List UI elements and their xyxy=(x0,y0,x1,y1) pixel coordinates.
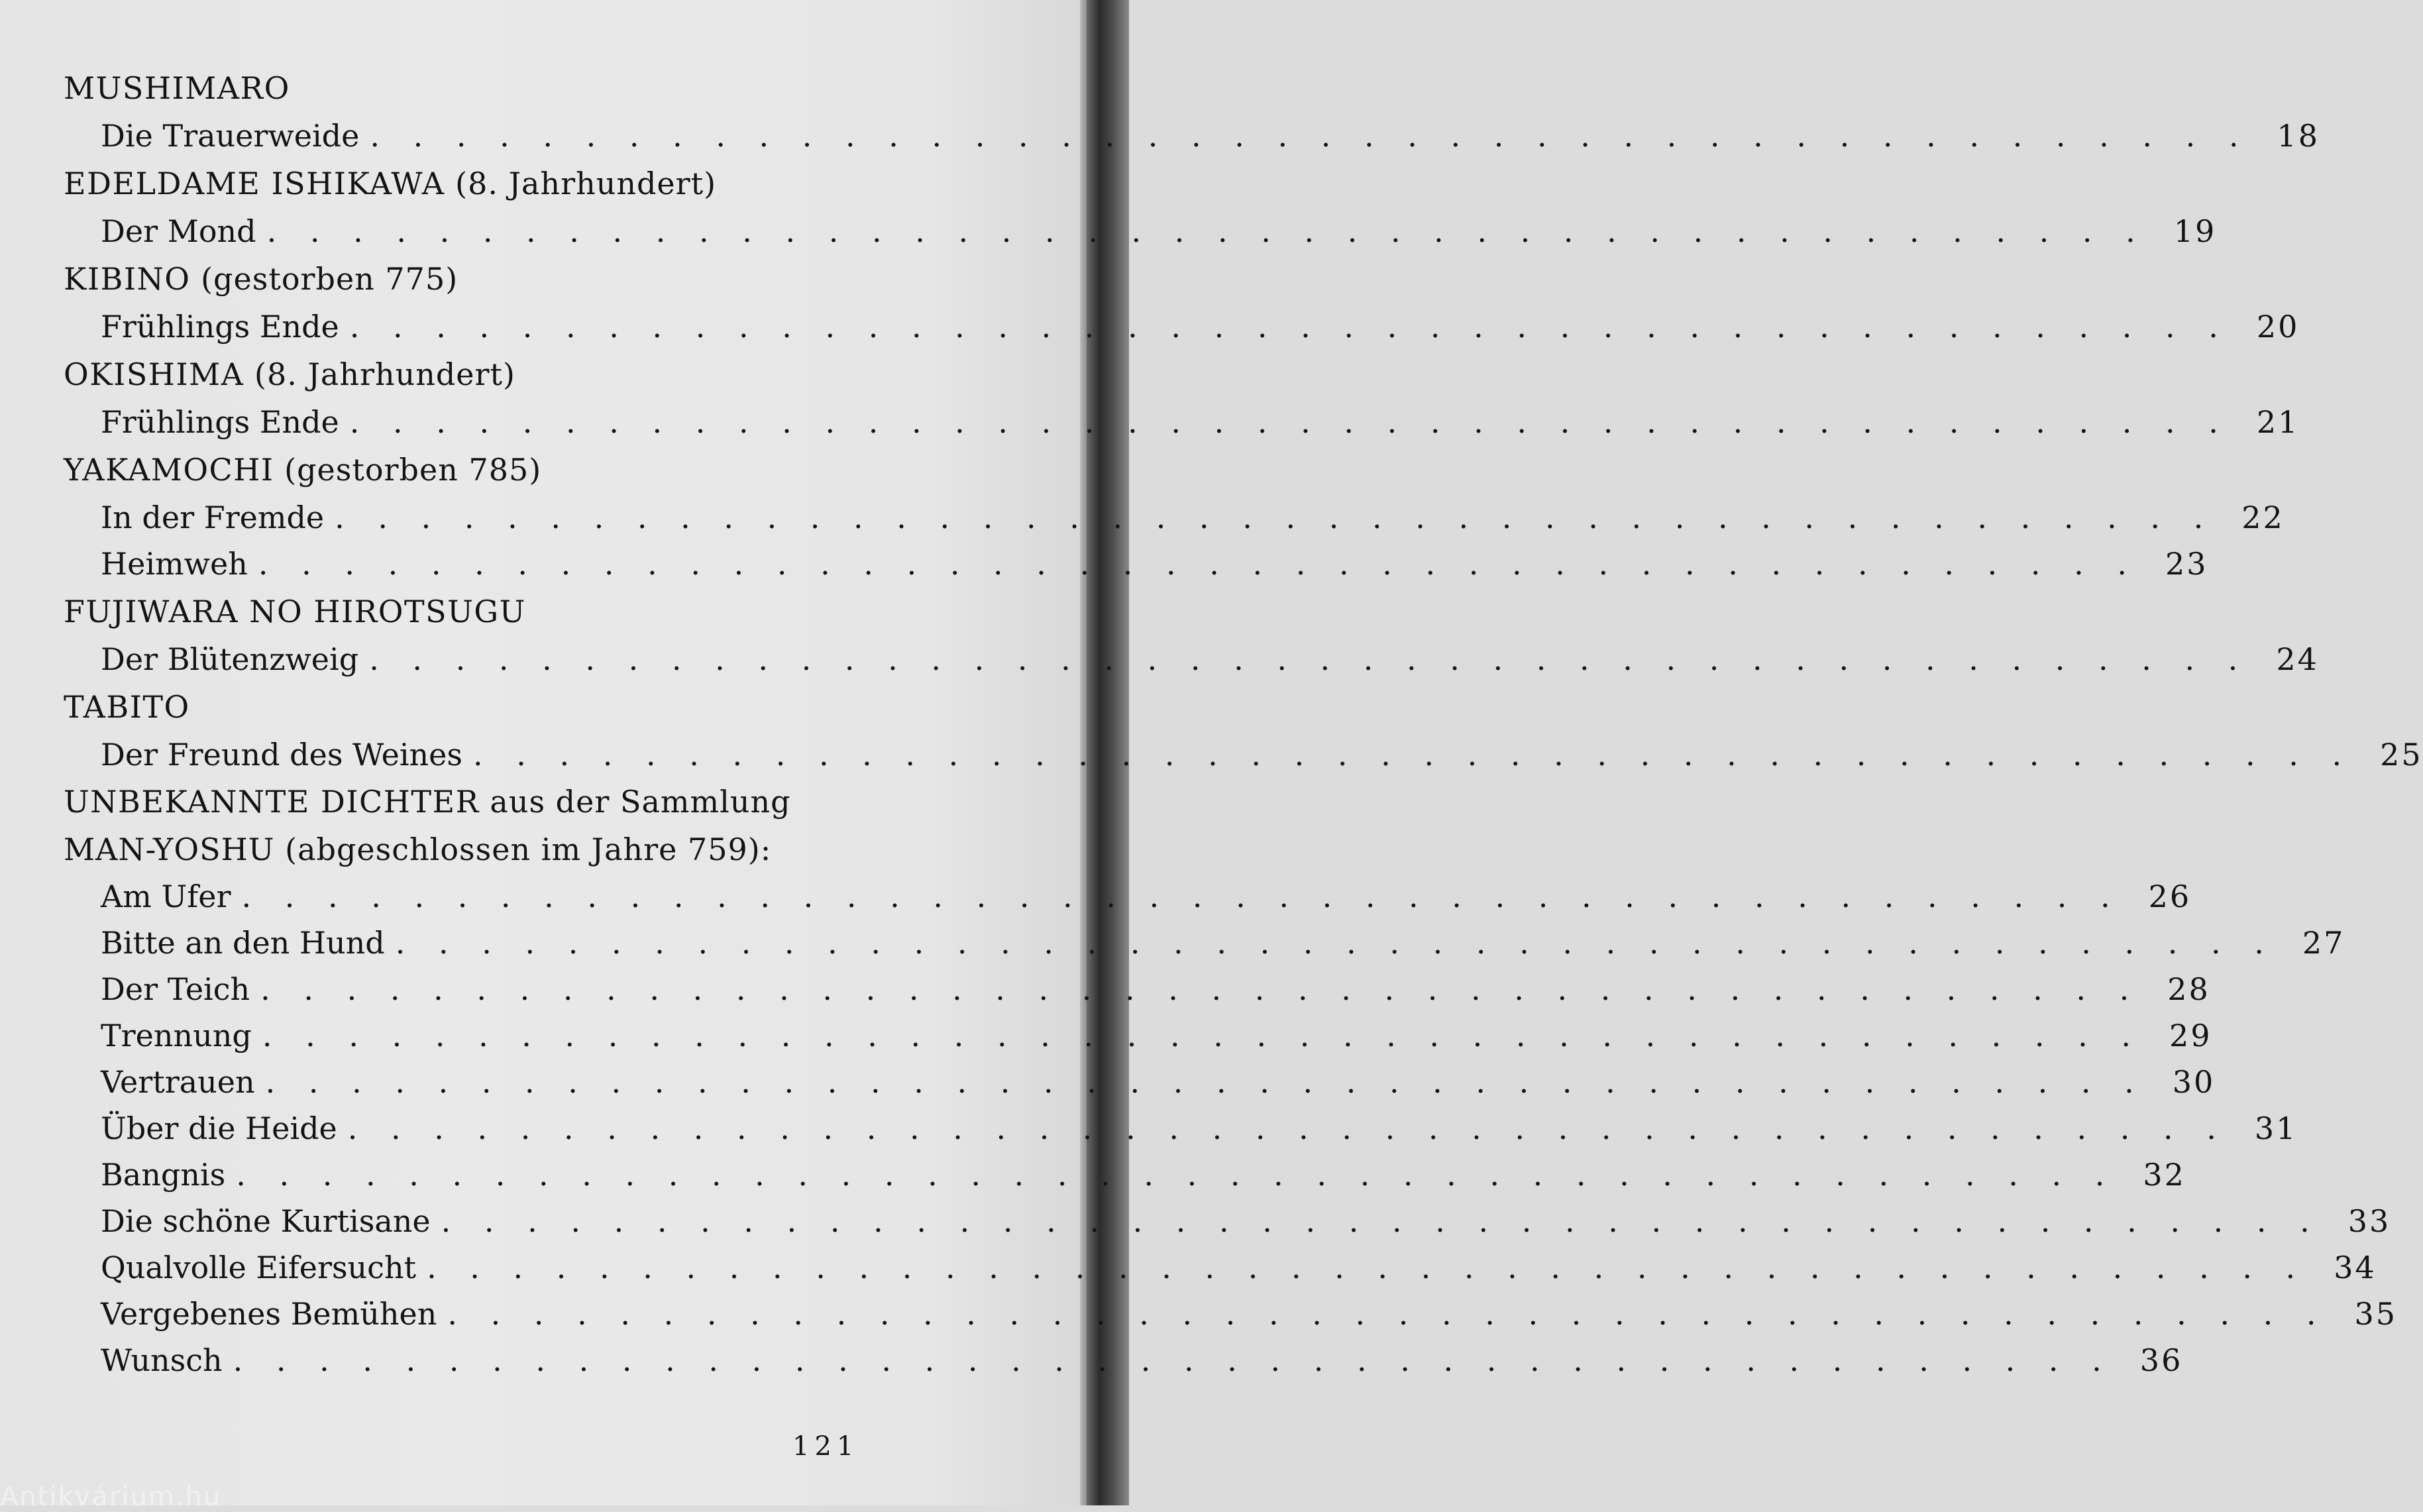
dot-leader: . . . . . . . . . . . . . . . . . . . . . . . . . . . . . . . . . . . . . . . . . . . . xyxy=(233,1342,2114,1378)
toc-author xyxy=(64,587,859,636)
table-of-contents xyxy=(64,64,2423,1383)
entry-page: 23 xyxy=(2165,546,2208,582)
author-note: (gestorben 785) xyxy=(284,452,542,488)
dot-leader: . . . . . . . . . . . . . . . . . . . . . . . . . . . . . . . . . . . . . . . . . . . . xyxy=(260,971,2141,1007)
entry-title: Bangnis xyxy=(101,1157,226,1193)
entry-page: 36 xyxy=(2139,1342,2183,1378)
toc-entry xyxy=(64,1291,2398,1337)
entry-title: Vergebenes Bemühen xyxy=(101,1296,437,1332)
entry-page: 20 xyxy=(2256,309,2300,345)
toc-entry xyxy=(64,636,2319,682)
entry-title: Vertrauen xyxy=(101,1064,255,1100)
dot-leader: . . . . . . . . . . . . . . . . . . . . . . . . . . . . . . . . . . . . . . . . . . . . xyxy=(370,118,2251,154)
entry-page: 31 xyxy=(2254,1110,2298,1146)
author-name: TABITO xyxy=(64,689,190,725)
watermark: Antikvárium.hu xyxy=(0,1482,222,1512)
entry-title: Der Blütenzweig xyxy=(101,641,359,677)
dot-leader: . . . . . . . . . . . . . . . . . . . . . . . . . . . . . . . . . . . . . . . . . . . . xyxy=(262,1018,2143,1053)
toc-entry xyxy=(64,494,2285,541)
toc-entry xyxy=(64,966,2210,1012)
dot-leader: . . . . . . . . . . . . . . . . . . . . . . . . . . . . . . . . . . . . . . . . . . . . xyxy=(241,879,2122,914)
toc-author xyxy=(64,445,859,494)
author-name: FUJIWARA NO HIROTSUGU xyxy=(64,594,526,629)
toc-entry xyxy=(64,873,2192,920)
entry-page: 28 xyxy=(2167,971,2210,1007)
toc-entry xyxy=(64,113,2320,159)
entry-page: 25 xyxy=(2380,737,2423,773)
entry-page: 21 xyxy=(2256,404,2300,440)
entry-title: Wunsch xyxy=(101,1342,223,1378)
entry-title: Trennung xyxy=(101,1018,252,1053)
toc-entry xyxy=(64,1059,2216,1105)
entry-page: 29 xyxy=(2169,1018,2212,1053)
entry-title: In der Fremde xyxy=(101,500,325,535)
author-name: MUSHIMARO xyxy=(64,70,290,106)
entry-title: Über die Heide xyxy=(101,1110,337,1146)
entry-title: Am Ufer xyxy=(101,879,231,914)
entry-page: 30 xyxy=(2172,1064,2216,1100)
author-name: OKISHIMA xyxy=(64,356,244,392)
entry-title: Qualvolle Eifersucht xyxy=(101,1250,417,1285)
dot-leader: . . . . . . . . . . . . . . . . . . . . . . . . . . . . . . . . . . . . . . . . . . . . xyxy=(369,641,2250,677)
entry-page: 18 xyxy=(2277,118,2320,154)
toc-entry xyxy=(64,541,2208,587)
page-number: 121 xyxy=(792,1431,859,1462)
author-name: UNBEKANNTE DICHTER xyxy=(64,784,480,820)
toc-entry xyxy=(64,1152,2186,1198)
author-note: aus der Sammlung MAN-YOSHU (abgeschlossen im Jahre 759): xyxy=(64,784,791,867)
author-note: (gestorben 775) xyxy=(201,261,458,297)
toc-entry xyxy=(64,208,2217,254)
dot-leader: . . . . . . . . . . . . . . . . . . . . . . . . . . . . . . . . . . . . . . . . . . . . xyxy=(265,1064,2146,1100)
entry-title: Die schöne Kurtisane xyxy=(101,1203,431,1239)
dot-leader: . . . . . . . . . . . . . . . . . . . . . . . . . . . . . . . . . . . . . . . . . . . . xyxy=(447,1296,2328,1332)
entry-title: Frühlings Ende xyxy=(101,404,339,440)
toc-entry xyxy=(64,1244,2377,1291)
toc-entry xyxy=(64,920,2345,966)
entry-title: Der Teich xyxy=(101,971,250,1007)
toc-entry xyxy=(64,303,2300,350)
author-name: KIBINO xyxy=(64,261,191,297)
toc-entry xyxy=(64,1337,2183,1383)
toc-entry xyxy=(64,1012,2212,1059)
entry-page: 32 xyxy=(2143,1157,2186,1193)
entry-title: Die Trauerweide xyxy=(101,118,360,154)
toc-author xyxy=(64,778,859,873)
entry-page: 35 xyxy=(2354,1296,2398,1332)
entry-title: Der Mond xyxy=(101,213,256,249)
entry-page: 26 xyxy=(2148,879,2192,914)
dot-leader: . . . . . . . . . . . . . . . . . . . . . . . . . . . . . . . . . . . . . . . . . . . . xyxy=(258,546,2139,582)
dot-leader: . . . . . . . . . . . . . . . . . . . . . . . . . . . . . . . . . . . . . . . . . . . . xyxy=(349,309,2230,345)
toc-entry xyxy=(64,1198,2391,1244)
entry-title: Heimweh xyxy=(101,546,248,582)
author-note: (8. Jahrhundert) xyxy=(455,166,717,201)
dot-leader: . . . . . . . . . . . . . . . . . . . . . . . . . . . . . . . . . . . . . . . . . . . . xyxy=(266,213,2147,249)
entry-title: Bitte an den Hund xyxy=(101,925,385,961)
dot-leader: . . . . . . . . . . . . . . . . . . . . . . . . . . . . . . . . . . . . . . . . . . . . xyxy=(472,737,2354,773)
dot-leader: . . . . . . . . . . . . . . . . . . . . . . . . . . . . . . . . . . . . . . . . . . . . xyxy=(236,1157,2117,1193)
toc-author xyxy=(64,350,859,399)
author-name: YAKAMOCHI xyxy=(64,452,274,488)
dot-leader: . . . . . . . . . . . . . . . . . . . . . . . . . . . . . . . . . . . . . . . . . . . . xyxy=(349,404,2230,440)
entry-page: 33 xyxy=(2347,1203,2391,1239)
toc-author xyxy=(64,159,859,208)
entry-title: Der Freund des Weines xyxy=(101,737,462,773)
author-name: EDELDAME ISHIKAWA xyxy=(64,166,445,201)
toc-entry xyxy=(64,399,2300,445)
toc-entry xyxy=(64,1105,2298,1152)
entry-page: 27 xyxy=(2302,925,2345,961)
author-note: (8. Jahrhundert) xyxy=(254,356,515,392)
dot-leader: . . . . . . . . . . . . . . . . . . . . . . . . . . . . . . . . . . . . . . . . . . . . xyxy=(395,925,2276,961)
entry-page: 24 xyxy=(2276,641,2319,677)
entry-title: Frühlings Ende xyxy=(101,309,339,345)
toc-author xyxy=(64,682,859,731)
toc-entry xyxy=(64,731,2423,778)
entry-page: 19 xyxy=(2173,213,2217,249)
dot-leader: . . . . . . . . . . . . . . . . . . . . . . . . . . . . . . . . . . . . . . . . . . . . xyxy=(441,1203,2322,1239)
toc-author xyxy=(64,64,859,113)
entry-page: 22 xyxy=(2241,500,2285,535)
entry-page: 34 xyxy=(2334,1250,2377,1285)
dot-leader: . . . . . . . . . . . . . . . . . . . . . . . . . . . . . . . . . . . . . . . . . . . . xyxy=(335,500,2216,535)
dot-leader: . . . . . . . . . . . . . . . . . . . . . . . . . . . . . . . . . . . . . . . . . . . . xyxy=(427,1250,2308,1285)
dot-leader: . . . . . . . . . . . . . . . . . . . . . . . . . . . . . . . . . . . . . . . . . . . . xyxy=(347,1110,2228,1146)
toc-author xyxy=(64,254,859,303)
